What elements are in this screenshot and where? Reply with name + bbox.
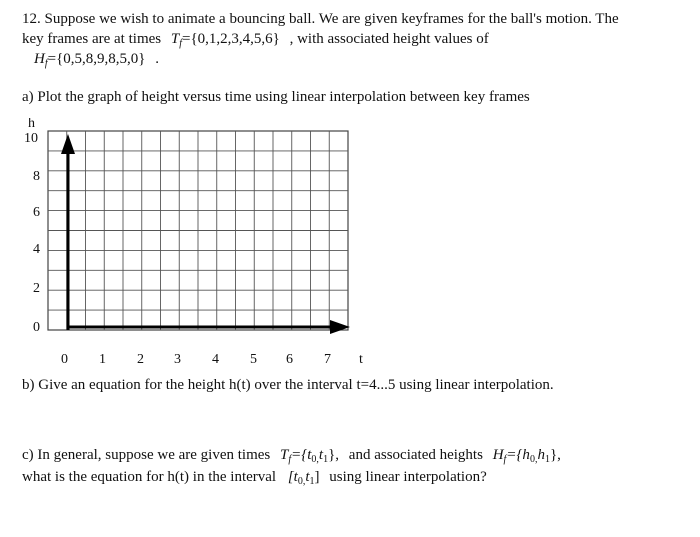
- heights-formula: $H_f=\{0,5,8,9,8,5,0\}$: [34, 51, 146, 69]
- part-b-question: b) Give an equation for the height h(t) over the interval t=4...5 using linear interpolation.: [22, 377, 554, 393]
- times-formula: $T_f=\{0,1,2,3,4,5,6\}$: [170, 31, 280, 49]
- x-tick-6: 6: [286, 352, 293, 367]
- x-axis-label: t: [359, 352, 363, 367]
- part-c-intro: c) In general, suppose we are given times: [22, 447, 271, 463]
- y-tick-2: 2: [33, 281, 40, 296]
- x-tick-7: 7: [324, 352, 331, 367]
- part-c-question: what is the equation for h(t) in the interval: [22, 469, 277, 485]
- part-c-interval: $[t_{0,}t_1]$: [287, 469, 320, 487]
- part-c-times-formula: $T_f=\{t_{0,}t_1\}$,: [280, 447, 340, 465]
- problem-line-3: [34, 50, 159, 68]
- keyframe-times-text: key frames are at times: [22, 31, 162, 47]
- part-c-heights-formula: $H_f=\{h_{0,}h_1\}$,: [492, 447, 561, 465]
- part-c-heights-text: and associated heights: [348, 447, 483, 463]
- part-c-line-2: [22, 468, 487, 486]
- y-tick-10: 10: [24, 131, 38, 146]
- grid: [48, 131, 348, 330]
- x-tick-0: 0: [61, 352, 68, 367]
- height-time-graph: [18, 118, 378, 368]
- problem-line-2: [22, 30, 489, 48]
- problem-intro-text: Suppose we wish to animate a bouncing ball. We are given keyframes for the ball's motion. The: [44, 11, 619, 27]
- y-tick-6: 6: [33, 205, 40, 220]
- part-c-line-1: [22, 446, 561, 464]
- heights-intro-text: , with associated height values of: [289, 31, 489, 47]
- y-tick-4: 4: [33, 242, 40, 257]
- x-tick-1: 1: [99, 352, 106, 367]
- problem-line-1: [22, 10, 619, 28]
- y-tick-8: 8: [33, 169, 40, 184]
- y-tick-0: 0: [33, 320, 40, 335]
- heights-period: .: [155, 51, 159, 67]
- x-tick-2: 2: [137, 352, 144, 367]
- x-tick-5: 5: [250, 352, 257, 367]
- part-a-question: a) Plot the graph of height versus time using linear interpolation between key frames: [22, 89, 530, 105]
- x-tick-4: 4: [212, 352, 219, 367]
- x-tick-3: 3: [174, 352, 181, 367]
- graph-svg: [18, 118, 378, 368]
- y-axis-label: h: [28, 118, 35, 131]
- part-c-question-suffix: using linear interpolation?: [329, 469, 487, 485]
- problem-number: 12.: [22, 11, 41, 27]
